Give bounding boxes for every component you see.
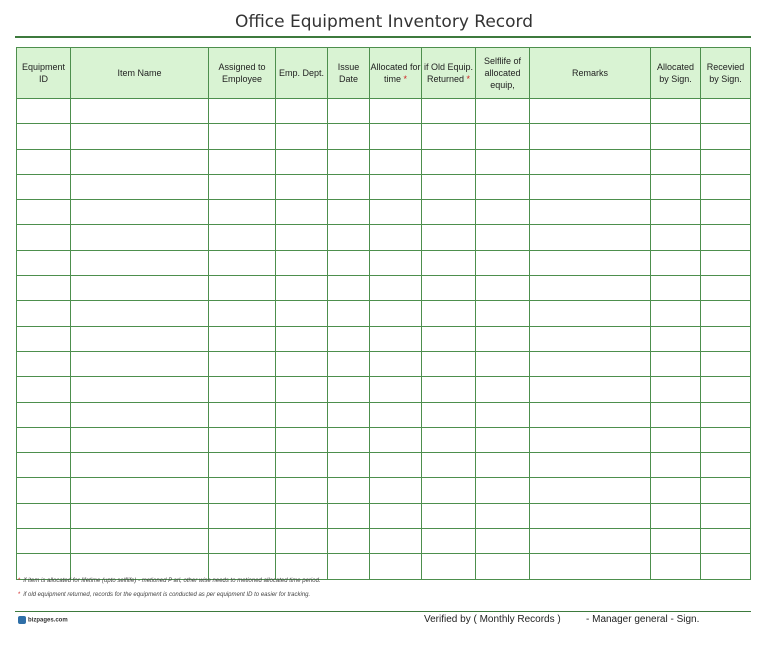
title-divider <box>15 36 751 38</box>
column-header-label: Equipment ID <box>21 62 66 84</box>
column-header-label: Item Name <box>117 68 162 78</box>
table-cell[interactable] <box>209 225 276 250</box>
column-header <box>701 48 751 99</box>
table-cell[interactable] <box>276 200 328 225</box>
column-header <box>476 48 530 99</box>
table-row <box>17 250 751 275</box>
table-cell[interactable] <box>71 99 209 124</box>
table-row <box>17 225 751 250</box>
table-cell[interactable] <box>701 478 751 503</box>
asterisk-mark: * <box>403 74 408 84</box>
column-header <box>17 48 71 99</box>
column-header <box>71 48 209 99</box>
logo-icon <box>18 616 26 624</box>
table-row <box>17 200 751 225</box>
table-cell[interactable] <box>209 554 276 579</box>
table-cell[interactable] <box>476 124 530 149</box>
table-cell[interactable] <box>530 301 651 326</box>
table-cell[interactable] <box>476 554 530 579</box>
table-cell[interactable] <box>476 503 530 528</box>
column-header <box>209 48 276 99</box>
table-cell[interactable] <box>17 225 71 250</box>
table-cell[interactable] <box>71 478 209 503</box>
table-row <box>17 276 751 301</box>
table-cell[interactable] <box>276 225 328 250</box>
table-cell[interactable] <box>701 351 751 376</box>
table-cell[interactable] <box>476 478 530 503</box>
table-cell[interactable] <box>476 301 530 326</box>
table-cell[interactable] <box>71 200 209 225</box>
column-header-label: if Old Equip. Returned <box>423 62 474 84</box>
table-row <box>17 326 751 351</box>
table-cell[interactable] <box>476 250 530 275</box>
table-cell[interactable] <box>530 250 651 275</box>
table-cell[interactable] <box>328 174 370 199</box>
manager-sign-label: - Manager general - Sign. <box>586 614 700 625</box>
table-cell[interactable] <box>651 402 701 427</box>
site-logo <box>18 616 68 624</box>
table-cell[interactable] <box>328 478 370 503</box>
table-row <box>17 99 751 124</box>
table-cell[interactable] <box>651 377 701 402</box>
table-cell[interactable] <box>71 276 209 301</box>
table-cell[interactable] <box>17 478 71 503</box>
table-row <box>17 301 751 326</box>
table-cell[interactable] <box>71 174 209 199</box>
table-cell[interactable] <box>71 377 209 402</box>
table-row <box>17 453 751 478</box>
column-header-label: Issue Date <box>337 62 360 84</box>
table-cell[interactable] <box>530 478 651 503</box>
table-cell[interactable] <box>17 250 71 275</box>
table-cell[interactable] <box>701 149 751 174</box>
table-cell[interactable] <box>476 99 530 124</box>
table-row <box>17 351 751 376</box>
table-cell[interactable] <box>530 149 651 174</box>
table-cell[interactable] <box>530 124 651 149</box>
table-cell[interactable] <box>651 529 701 554</box>
footnote-text: if item is allocated for lifetime (upto selflife) - metioned P arl, other wise needs to metioned allocated time period. <box>23 578 321 584</box>
table-cell[interactable] <box>530 99 651 124</box>
table-cell[interactable] <box>328 503 370 528</box>
table-cell[interactable] <box>370 149 422 174</box>
table-cell[interactable] <box>71 326 209 351</box>
table-cell[interactable] <box>71 124 209 149</box>
table-header-row <box>17 48 751 99</box>
table-cell[interactable] <box>476 174 530 199</box>
table-row <box>17 554 751 579</box>
table-cell[interactable] <box>328 149 370 174</box>
column-header <box>651 48 701 99</box>
table-cell[interactable] <box>651 99 701 124</box>
table-cell[interactable] <box>328 351 370 376</box>
table-cell[interactable] <box>17 529 71 554</box>
table-cell[interactable] <box>530 351 651 376</box>
table-cell[interactable] <box>276 276 328 301</box>
table-cell[interactable] <box>476 225 530 250</box>
table-cell[interactable] <box>530 326 651 351</box>
page-title: Office Equipment Inventory Record <box>234 12 534 32</box>
table-cell[interactable] <box>422 351 476 376</box>
table-cell[interactable] <box>530 276 651 301</box>
table-cell[interactable] <box>651 351 701 376</box>
table-cell[interactable] <box>276 124 328 149</box>
table-cell[interactable] <box>701 250 751 275</box>
table-cell[interactable] <box>17 453 71 478</box>
table-cell[interactable] <box>651 200 701 225</box>
column-header <box>370 48 422 99</box>
table-cell[interactable] <box>422 402 476 427</box>
table-row <box>17 427 751 452</box>
table-cell[interactable] <box>71 351 209 376</box>
table-cell[interactable] <box>328 225 370 250</box>
table-cell[interactable] <box>422 174 476 199</box>
table-cell[interactable] <box>701 326 751 351</box>
table-cell[interactable] <box>209 276 276 301</box>
column-header-label: Remarks <box>571 68 608 78</box>
table-cell[interactable] <box>370 225 422 250</box>
table-row <box>17 478 751 503</box>
table-cell[interactable] <box>370 554 422 579</box>
table-cell[interactable] <box>209 326 276 351</box>
column-header <box>530 48 651 99</box>
table-cell[interactable] <box>209 478 276 503</box>
column-header-label: Selflife of allocated equip, <box>483 56 522 90</box>
table-body <box>17 99 751 580</box>
table-row <box>17 377 751 402</box>
table-cell[interactable] <box>476 351 530 376</box>
table-cell[interactable] <box>328 326 370 351</box>
table-cell[interactable] <box>651 276 701 301</box>
column-header-label: Allocated by Sign. <box>656 62 695 84</box>
table-cell[interactable] <box>370 427 422 452</box>
table-cell[interactable] <box>651 453 701 478</box>
table-cell[interactable] <box>17 174 71 199</box>
table-cell[interactable] <box>651 174 701 199</box>
column-header-label: Assigned to Employee <box>218 62 266 84</box>
table-cell[interactable] <box>651 124 701 149</box>
table-cell[interactable] <box>422 225 476 250</box>
table-cell[interactable] <box>17 326 71 351</box>
table-cell[interactable] <box>17 503 71 528</box>
asterisk-mark: * <box>466 74 471 84</box>
table-cell[interactable] <box>17 554 71 579</box>
table-cell[interactable] <box>530 377 651 402</box>
table-cell[interactable] <box>276 453 328 478</box>
table-cell[interactable] <box>701 225 751 250</box>
table-cell[interactable] <box>701 377 751 402</box>
table-cell[interactable] <box>701 503 751 528</box>
table-cell[interactable] <box>328 554 370 579</box>
table-cell[interactable] <box>276 402 328 427</box>
table-cell[interactable] <box>17 402 71 427</box>
column-header-label: Recevied by Sign. <box>706 62 745 84</box>
table-cell[interactable] <box>209 301 276 326</box>
table-cell[interactable] <box>17 351 71 376</box>
table-cell[interactable] <box>530 529 651 554</box>
logo-text: bizpages.com <box>28 617 68 624</box>
table-cell[interactable] <box>651 250 701 275</box>
table-cell[interactable] <box>209 377 276 402</box>
table-cell[interactable] <box>370 326 422 351</box>
table-cell[interactable] <box>422 200 476 225</box>
table-cell[interactable] <box>476 377 530 402</box>
table-cell[interactable] <box>476 453 530 478</box>
table-cell[interactable] <box>476 326 530 351</box>
table-row <box>17 529 751 554</box>
footnote-lifetime <box>18 578 321 584</box>
table-cell[interactable] <box>328 99 370 124</box>
table-cell[interactable] <box>530 554 651 579</box>
table-cell[interactable] <box>651 149 701 174</box>
table-cell[interactable] <box>422 478 476 503</box>
table-cell[interactable] <box>209 351 276 376</box>
table-cell[interactable] <box>17 301 71 326</box>
table-cell[interactable] <box>530 402 651 427</box>
table-cell[interactable] <box>209 427 276 452</box>
table-cell[interactable] <box>209 250 276 275</box>
table-cell[interactable] <box>209 99 276 124</box>
table-cell[interactable] <box>276 503 328 528</box>
table-cell[interactable] <box>370 529 422 554</box>
table-cell[interactable] <box>209 149 276 174</box>
column-header-label: Emp. Dept. <box>278 68 325 78</box>
table-cell[interactable] <box>422 276 476 301</box>
table-cell[interactable] <box>701 529 751 554</box>
table-cell[interactable] <box>476 149 530 174</box>
table-cell[interactable] <box>71 250 209 275</box>
table-cell[interactable] <box>651 478 701 503</box>
table-cell[interactable] <box>651 554 701 579</box>
table-cell[interactable] <box>71 402 209 427</box>
table-cell[interactable] <box>71 149 209 174</box>
table-cell[interactable] <box>17 427 71 452</box>
table-cell[interactable] <box>17 276 71 301</box>
table-cell[interactable] <box>651 503 701 528</box>
table-cell[interactable] <box>17 149 71 174</box>
table-cell[interactable] <box>328 402 370 427</box>
table-cell[interactable] <box>328 529 370 554</box>
footnote-text: if old equipment returned, records for the equipment is conducted as per equipment ID to easier for tracking. <box>23 592 311 598</box>
table-cell[interactable] <box>530 503 651 528</box>
table-cell[interactable] <box>530 225 651 250</box>
table-cell[interactable] <box>71 427 209 452</box>
table-cell[interactable] <box>422 124 476 149</box>
table-cell[interactable] <box>71 453 209 478</box>
table-cell[interactable] <box>701 200 751 225</box>
table-cell[interactable] <box>370 503 422 528</box>
table-cell[interactable] <box>328 124 370 149</box>
table-cell[interactable] <box>370 478 422 503</box>
table-cell[interactable] <box>209 402 276 427</box>
table-cell[interactable] <box>530 200 651 225</box>
table-cell[interactable] <box>276 427 328 452</box>
table-cell[interactable] <box>701 99 751 124</box>
table-cell[interactable] <box>370 453 422 478</box>
table-cell[interactable] <box>701 301 751 326</box>
verified-by-label: Verified by ( Monthly Records ) <box>424 614 561 625</box>
table-row <box>17 402 751 427</box>
table-cell[interactable] <box>422 453 476 478</box>
table-row <box>17 124 751 149</box>
table-cell[interactable] <box>209 529 276 554</box>
table-cell[interactable] <box>328 427 370 452</box>
table-cell[interactable] <box>476 402 530 427</box>
table-cell[interactable] <box>651 301 701 326</box>
table-cell[interactable] <box>701 276 751 301</box>
column-header <box>328 48 370 99</box>
table-cell[interactable] <box>530 453 651 478</box>
table-cell[interactable] <box>17 99 71 124</box>
inventory-table <box>16 47 751 580</box>
table-cell[interactable] <box>370 99 422 124</box>
table-cell[interactable] <box>701 554 751 579</box>
table-cell[interactable] <box>276 149 328 174</box>
table-cell[interactable] <box>17 124 71 149</box>
table-cell[interactable] <box>328 276 370 301</box>
table-cell[interactable] <box>17 377 71 402</box>
table-cell[interactable] <box>276 174 328 199</box>
table-cell[interactable] <box>370 301 422 326</box>
column-header <box>422 48 476 99</box>
footnote-asterisk: * <box>18 592 21 598</box>
table-cell[interactable] <box>370 377 422 402</box>
table-cell[interactable] <box>530 427 651 452</box>
table-cell[interactable] <box>276 326 328 351</box>
table-cell[interactable] <box>71 529 209 554</box>
table-cell[interactable] <box>328 200 370 225</box>
table-cell[interactable] <box>276 554 328 579</box>
table-cell[interactable] <box>651 427 701 452</box>
table-row <box>17 149 751 174</box>
table-cell[interactable] <box>370 351 422 376</box>
table-cell[interactable] <box>71 301 209 326</box>
table-row <box>17 174 751 199</box>
footnote-returned <box>18 592 310 598</box>
footnote-asterisk: * <box>18 578 21 584</box>
table-cell[interactable] <box>422 427 476 452</box>
table-cell[interactable] <box>209 200 276 225</box>
table-cell[interactable] <box>370 250 422 275</box>
table-cell[interactable] <box>209 124 276 149</box>
table-cell[interactable] <box>209 174 276 199</box>
table-cell[interactable] <box>422 250 476 275</box>
table-cell[interactable] <box>209 503 276 528</box>
table-cell[interactable] <box>476 276 530 301</box>
table-cell[interactable] <box>276 529 328 554</box>
table-cell[interactable] <box>276 478 328 503</box>
table-cell[interactable] <box>701 124 751 149</box>
table-cell[interactable] <box>422 326 476 351</box>
table-cell[interactable] <box>370 402 422 427</box>
table-cell[interactable] <box>422 301 476 326</box>
table-cell[interactable] <box>422 554 476 579</box>
table-cell[interactable] <box>476 529 530 554</box>
table-cell[interactable] <box>701 427 751 452</box>
table-cell[interactable] <box>328 250 370 275</box>
table-cell[interactable] <box>476 200 530 225</box>
table-cell[interactable] <box>701 174 751 199</box>
table-cell[interactable] <box>328 453 370 478</box>
table-cell[interactable] <box>701 402 751 427</box>
table-cell[interactable] <box>370 124 422 149</box>
table-cell[interactable] <box>370 200 422 225</box>
table-cell[interactable] <box>276 377 328 402</box>
table-cell[interactable] <box>71 554 209 579</box>
column-header-label: Allocated for time <box>370 62 421 84</box>
table-cell[interactable] <box>209 453 276 478</box>
table-cell[interactable] <box>422 99 476 124</box>
table-cell[interactable] <box>422 377 476 402</box>
column-header <box>276 48 328 99</box>
table-cell[interactable] <box>276 250 328 275</box>
table-cell[interactable] <box>651 326 701 351</box>
table-cell[interactable] <box>328 301 370 326</box>
table-cell[interactable] <box>370 174 422 199</box>
footer-divider <box>15 611 751 612</box>
table-cell[interactable] <box>530 174 651 199</box>
table-cell[interactable] <box>71 503 209 528</box>
table-cell[interactable] <box>17 200 71 225</box>
table-cell[interactable] <box>328 377 370 402</box>
table-row <box>17 503 751 528</box>
table-cell[interactable] <box>701 453 751 478</box>
table-cell[interactable] <box>651 225 701 250</box>
table-cell[interactable] <box>370 276 422 301</box>
table-cell[interactable] <box>71 225 209 250</box>
table-cell[interactable] <box>422 529 476 554</box>
table-cell[interactable] <box>276 99 328 124</box>
table-cell[interactable] <box>422 149 476 174</box>
table-cell[interactable] <box>276 351 328 376</box>
table-cell[interactable] <box>422 503 476 528</box>
table-cell[interactable] <box>476 427 530 452</box>
table-cell[interactable] <box>276 301 328 326</box>
